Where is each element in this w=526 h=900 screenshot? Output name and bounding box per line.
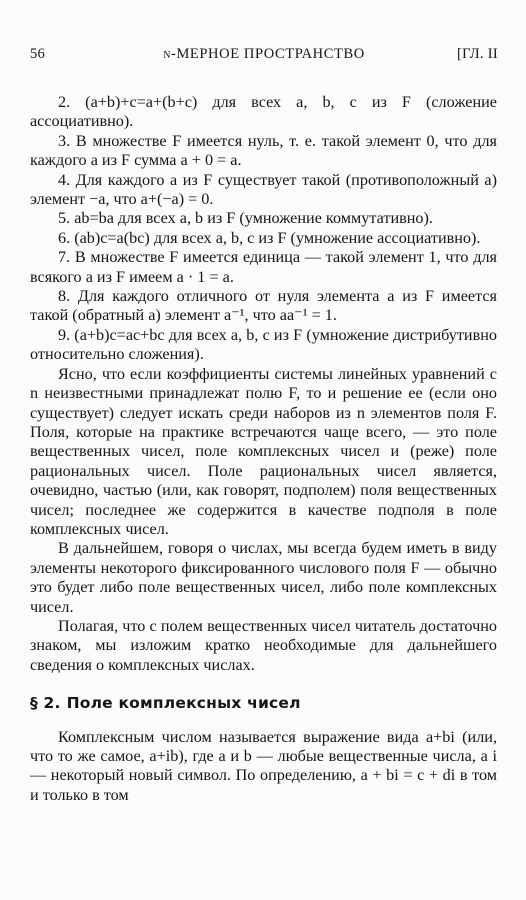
page-body [30,93,497,805]
paragraph-axiom-2: 2. (a+b)+c=a+(b+c) для всех a, b, c из F (сложение ассоциативно). [30,93,497,131]
paragraph-axiom-9: 9. (a+b)c=ac+bc для всех a, b, c из F (умножение дистрибутивно относительно сложения). [30,325,497,364]
running-title: n-МЕРНОЕ ПРОСТРАНСТВО [163,46,365,62]
paragraph-axiom-4: 4. Для каждого a из F существует такой (противоположный a) элемент −a, что a+(−a) = 0. [30,170,497,209]
section-heading [30,693,497,713]
paragraph-fields: Ясно, что если коэффициенты системы линейных уравнений с n неизвестными принадлежат полю F, то и решение ее (если оно существует) следует искать среди наборов из n элементов поля F. Поля, которые на практике встречаются чаще всего, — это поле вещественных чисел, поле комплексных чисел и (реже) поле рациональных чисел. Поле рациональных чисел является, очевидно, частью (или, как говорят, подполем) поля вещественных чисел; последнее же содержится в качестве подполя в поле комплексных чисел. [30,364,497,538]
chapter-label: [ГЛ. II [457,46,498,62]
paragraph-axiom-5: 5. ab=ba для всех a, b из F (умножение коммутативно). [58,209,433,228]
section-number: § 2. [30,694,61,713]
paragraph-numbers: В дальнейшем, говоря о числах, мы всегда будем иметь в виду элементы некоторого фиксированного числового поля F — обычно это будет либо поле вещественных чисел, либо поле комплексных чисел. [30,539,497,616]
page-number: 56 [30,46,46,62]
paragraph-axiom-6: 6. (ab)c=a(bc) для всех a, b, c из F (умножение ассоциативно). [58,228,481,247]
paragraph-complex-definition: Комплексным числом называется выражение вида a+bi (или, что то же самое, a+ib), где a и b — любые вещественные числа, a i — некоторый новый символ. По определению, a + bi = c + di в том и только в том [30,727,497,804]
paragraph-intro-complex: Полагая, что с полем вещественных чисел читатель достаточно знаком, мы изложим кратко необходимые для дальнейшего сведения о комплексных числах. [30,616,497,674]
paragraph-axiom-8: 8. Для каждого отличного от нуля элемента a из F имеется такой (обратный a) элемент a⁻¹, что aa⁻¹ = 1. [30,287,497,325]
page-header [30,46,498,66]
section-title: Поле комплексных чисел [66,694,301,713]
paragraph-axiom-7: 7. В множестве F имеется единица — такой элемент 1, что для всякого a из F имеем a · 1 = a. [30,248,497,286]
paragraph-axiom-3: 3. В множестве F имеется нуль, т. е. такой элемент 0, что для каждого a из F сумма a + 0 = a. [30,131,497,170]
